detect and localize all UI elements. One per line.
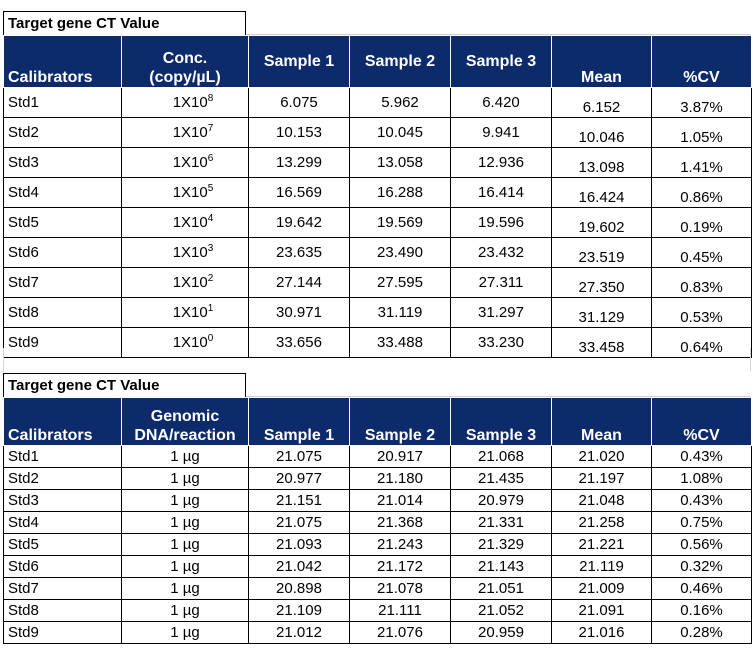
calibrator-name: Std1 — [4, 446, 122, 468]
col-header-conc-line2: (copy/µL) — [149, 69, 221, 86]
concentration-base: 1X10 — [172, 184, 208, 201]
cv-value: 1.05% — [652, 118, 752, 148]
sample3-value: 23.432 — [451, 238, 552, 268]
cv-value: 1.41% — [652, 148, 752, 178]
sample2-value: 21.078 — [350, 578, 451, 600]
table-row — [4, 622, 752, 644]
sample2-value: 13.058 — [350, 148, 451, 178]
dna-amount: 1 µg — [122, 600, 249, 622]
mean-value: 27.350 — [552, 268, 652, 298]
col-header-calibrators: Calibrators — [4, 398, 122, 446]
ct-table-genomic-dna — [3, 373, 751, 648]
header-row — [4, 398, 752, 446]
cv-value: 0.46% — [652, 578, 752, 600]
mean-value: 21.020 — [552, 446, 652, 468]
dna-amount: 1 µg — [122, 556, 249, 578]
sample2-value: 31.119 — [350, 298, 451, 328]
cv-value: 0.56% — [652, 534, 752, 556]
sample3-value: 16.414 — [451, 178, 552, 208]
header-row — [4, 36, 752, 88]
concentration-base: 1X10 — [172, 214, 208, 231]
sample3-value: 31.297 — [451, 298, 552, 328]
sample1-value: 23.635 — [249, 238, 350, 268]
concentration-base: 1X10 — [172, 274, 208, 291]
cv-value: 0.43% — [652, 490, 752, 512]
cv-value: 0.45% — [652, 238, 752, 268]
mean-value: 33.458 — [552, 328, 652, 358]
sample2-value: 23.490 — [350, 238, 451, 268]
mean-value: 13.098 — [552, 148, 652, 178]
sample1-value: 6.075 — [249, 88, 350, 118]
sample3-value: 12.936 — [451, 148, 552, 178]
calibrator-name: Std7 — [4, 268, 122, 298]
calibrator-name: Std8 — [4, 298, 122, 328]
spacer-row — [3, 348, 751, 372]
sample1-value: 20.977 — [249, 468, 350, 490]
dna-amount: 1 µg — [122, 490, 249, 512]
table-row — [4, 556, 752, 578]
dna-amount: 1 µg — [122, 534, 249, 556]
table-row — [4, 118, 752, 148]
sample3-value: 33.230 — [451, 328, 552, 358]
calibrator-name: Std6 — [4, 238, 122, 268]
sample2-value: 33.488 — [350, 328, 451, 358]
sample2-value: 10.045 — [350, 118, 451, 148]
sample2-value: 20.917 — [350, 446, 451, 468]
cv-value: 3.87% — [652, 88, 752, 118]
concentration-value — [173, 214, 214, 231]
calibrator-name: Std2 — [4, 468, 122, 490]
title-row-filler — [246, 373, 751, 397]
title-row-filler — [246, 11, 751, 35]
sample3-value: 21.143 — [451, 556, 552, 578]
concentration-cell — [122, 238, 249, 268]
table-row — [4, 534, 752, 556]
data-table — [3, 35, 752, 358]
col-header-dna-line1: Genomic — [150, 408, 220, 425]
sample3-value: 20.979 — [451, 490, 552, 512]
mean-value: 21.221 — [552, 534, 652, 556]
col-header-sample3: Sample 3 — [451, 398, 552, 446]
mean-value: 21.009 — [552, 578, 652, 600]
data-table — [3, 397, 752, 644]
mean-value: 21.197 — [552, 468, 652, 490]
ct-table-copy-number — [3, 11, 751, 356]
mean-value: 19.602 — [552, 208, 652, 238]
concentration-value — [173, 154, 214, 171]
col-header-sample3: Sample 3 — [451, 36, 552, 88]
col-header-mean: Mean — [552, 398, 652, 446]
dna-amount: 1 µg — [122, 446, 249, 468]
sample3-value: 27.311 — [451, 268, 552, 298]
cv-value: 0.53% — [652, 298, 752, 328]
sample3-value: 21.329 — [451, 534, 552, 556]
cv-value: 0.19% — [652, 208, 752, 238]
calibrator-name: Std7 — [4, 578, 122, 600]
concentration-value — [173, 124, 214, 141]
sample1-value: 19.642 — [249, 208, 350, 238]
table-row — [4, 298, 752, 328]
table-row — [4, 208, 752, 238]
sample2-value: 21.368 — [350, 512, 451, 534]
mean-value: 6.152 — [552, 88, 652, 118]
col-header-calibrators: Calibrators — [4, 36, 122, 88]
cv-value: 0.75% — [652, 512, 752, 534]
sample2-value: 21.076 — [350, 622, 451, 644]
concentration-base: 1X10 — [172, 244, 208, 261]
cv-value: 0.28% — [652, 622, 752, 644]
calibrator-name: Std3 — [4, 490, 122, 512]
concentration-value — [173, 184, 214, 201]
concentration-cell — [122, 208, 249, 238]
col-header-mean: Mean — [552, 36, 652, 88]
mean-value: 10.046 — [552, 118, 652, 148]
table-row — [4, 600, 752, 622]
concentration-cell — [122, 268, 249, 298]
sample1-value: 10.153 — [249, 118, 350, 148]
concentration-cell — [122, 298, 249, 328]
cv-value: 1.08% — [652, 468, 752, 490]
table-row — [4, 178, 752, 208]
concentration-cell — [122, 148, 249, 178]
cv-value: 0.16% — [652, 600, 752, 622]
sample2-value: 21.014 — [350, 490, 451, 512]
sample1-value: 33.656 — [249, 328, 350, 358]
mean-value: 31.129 — [552, 298, 652, 328]
col-header-sample1: Sample 1 — [249, 36, 350, 88]
cv-value: 0.64% — [652, 328, 752, 358]
concentration-value — [173, 304, 214, 321]
calibrator-name: Std9 — [4, 328, 122, 358]
sample2-value: 21.180 — [350, 468, 451, 490]
calibrator-name: Std2 — [4, 118, 122, 148]
concentration-exponent: 0 — [207, 333, 214, 344]
calibrator-name: Std5 — [4, 208, 122, 238]
concentration-cell — [122, 118, 249, 148]
concentration-base: 1X10 — [172, 124, 208, 141]
col-header-sample2: Sample 2 — [350, 36, 451, 88]
concentration-cell — [122, 178, 249, 208]
concentration-exponent: 6 — [207, 153, 214, 164]
concentration-exponent: 5 — [207, 183, 214, 194]
sample3-value: 21.435 — [451, 468, 552, 490]
concentration-base: 1X10 — [172, 334, 208, 351]
sample2-value: 16.288 — [350, 178, 451, 208]
sample1-value: 20.898 — [249, 578, 350, 600]
col-header-sample2: Sample 2 — [350, 398, 451, 446]
calibrator-name: Std1 — [4, 88, 122, 118]
table-row — [4, 238, 752, 268]
sample1-value: 21.075 — [249, 512, 350, 534]
sample1-value: 27.144 — [249, 268, 350, 298]
sample1-value: 13.299 — [249, 148, 350, 178]
sample2-value: 5.962 — [350, 88, 451, 118]
cv-value: 0.43% — [652, 446, 752, 468]
table-title: Target gene CT Value — [3, 11, 246, 35]
dna-amount: 1 µg — [122, 468, 249, 490]
calibrator-name: Std4 — [4, 512, 122, 534]
concentration-value — [173, 244, 214, 261]
cv-value: 0.32% — [652, 556, 752, 578]
sample1-value: 21.042 — [249, 556, 350, 578]
mean-value: 21.016 — [552, 622, 652, 644]
concentration-base: 1X10 — [172, 94, 208, 111]
mean-value: 21.119 — [552, 556, 652, 578]
col-header-sample1: Sample 1 — [249, 398, 350, 446]
concentration-value — [173, 94, 214, 111]
concentration-exponent: 1 — [207, 303, 214, 314]
sample3-value: 20.959 — [451, 622, 552, 644]
dna-amount: 1 µg — [122, 622, 249, 644]
cv-value: 0.86% — [652, 178, 752, 208]
sample1-value: 21.075 — [249, 446, 350, 468]
concentration-exponent: 8 — [207, 93, 214, 104]
sample2-value: 21.172 — [350, 556, 451, 578]
sample3-value: 21.068 — [451, 446, 552, 468]
mean-value: 21.258 — [552, 512, 652, 534]
dna-amount: 1 µg — [122, 578, 249, 600]
sample3-value: 21.051 — [451, 578, 552, 600]
calibrator-name: Std6 — [4, 556, 122, 578]
table-row — [4, 88, 752, 118]
sample1-value: 21.012 — [249, 622, 350, 644]
sample2-value: 19.569 — [350, 208, 451, 238]
table-row — [4, 468, 752, 490]
calibrator-name: Std8 — [4, 600, 122, 622]
col-header-conc-line1: Conc. — [162, 50, 208, 67]
sample1-value: 21.093 — [249, 534, 350, 556]
sample3-value: 19.596 — [451, 208, 552, 238]
calibrator-name: Std4 — [4, 178, 122, 208]
mean-value: 16.424 — [552, 178, 652, 208]
mean-value: 23.519 — [552, 238, 652, 268]
sample1-value: 21.151 — [249, 490, 350, 512]
concentration-exponent: 3 — [207, 243, 214, 254]
sample3-value: 21.331 — [451, 512, 552, 534]
concentration-cell — [122, 88, 249, 118]
table-row — [4, 512, 752, 534]
sample2-value: 21.243 — [350, 534, 451, 556]
sample1-value: 16.569 — [249, 178, 350, 208]
col-header-dna-line2: DNA/reaction — [134, 427, 236, 444]
calibrator-name: Std9 — [4, 622, 122, 644]
table-row — [4, 578, 752, 600]
concentration-base: 1X10 — [172, 304, 208, 321]
table-row — [4, 446, 752, 468]
concentration-value — [173, 274, 214, 291]
sample1-value: 21.109 — [249, 600, 350, 622]
table-row — [4, 490, 752, 512]
sample3-value: 9.941 — [451, 118, 552, 148]
calibrator-name: Std5 — [4, 534, 122, 556]
table-title: Target gene CT Value — [3, 373, 246, 397]
calibrator-name: Std3 — [4, 148, 122, 178]
concentration-base: 1X10 — [172, 154, 208, 171]
cv-value: 0.83% — [652, 268, 752, 298]
sample3-value: 21.052 — [451, 600, 552, 622]
col-header-conc — [122, 36, 249, 88]
sample2-value: 27.595 — [350, 268, 451, 298]
dna-amount: 1 µg — [122, 512, 249, 534]
mean-value: 21.048 — [552, 490, 652, 512]
concentration-exponent: 2 — [207, 273, 214, 284]
concentration-exponent: 7 — [207, 123, 214, 134]
mean-value: 21.091 — [552, 600, 652, 622]
sample3-value: 6.420 — [451, 88, 552, 118]
sample1-value: 30.971 — [249, 298, 350, 328]
sample2-value: 21.111 — [350, 600, 451, 622]
col-header-cv: %CV — [652, 398, 752, 446]
concentration-exponent: 4 — [207, 213, 214, 224]
table-row — [4, 148, 752, 178]
table-row — [4, 268, 752, 298]
col-header-cv: %CV — [652, 36, 752, 88]
col-header-dna — [122, 398, 249, 446]
